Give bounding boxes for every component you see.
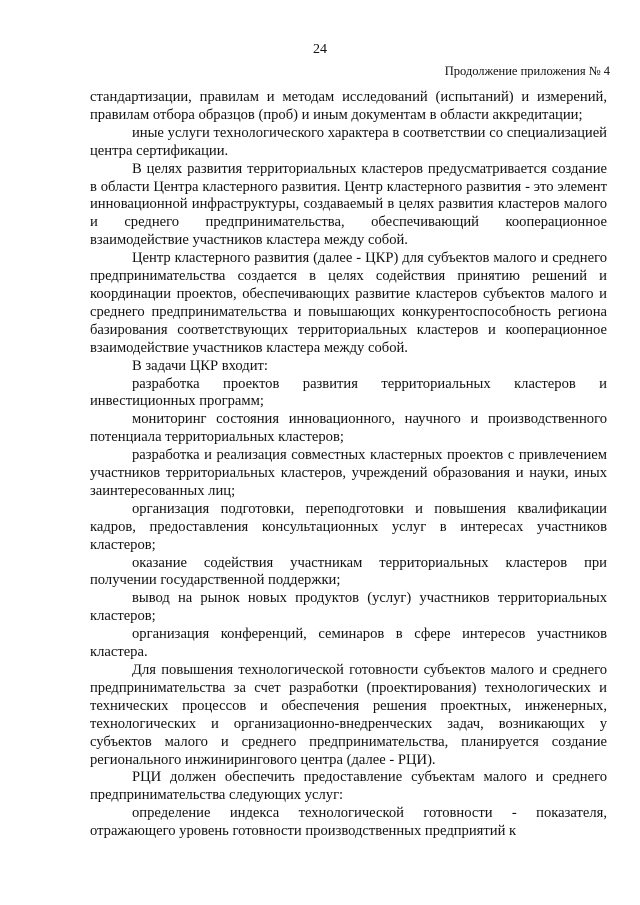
- list-item-task-5: оказание содействия участникам территориальных кластеров при получении государственной поддержки;: [90, 554, 607, 589]
- paragraph-rci-services-intro: РЦИ должен обеспечить предоставление субъектам малого и среднего предпринимательства следующих услуг:: [90, 769, 607, 804]
- list-item-task-2: мониторинг состояния инновационного, научного и производственного потенциала территориальных кластеров;: [90, 411, 607, 446]
- paragraph-ckr-definition: Центр кластерного развития (далее - ЦКР) для субъектов малого и среднего предпринимательства создается в целях содействия принятию решений и координации проектов, обеспечивающих развитие кластеров субъектов малого и среднего предпринимательства и повышающих конкурентоспособность региона базирования соответствующих территориальных кластеров и кооперационное взаимодействие участников кластера между собой.: [90, 250, 607, 356]
- list-item-task-7: организация конференций, семинаров в сфере интересов участников кластера.: [90, 626, 607, 661]
- appendix-continuation-note: Продолжение приложения № 4: [444, 64, 610, 78]
- paragraph-engineering-center: Для повышения технологической готовности субъектов малого и среднего предпринимательства за счет разработки (проектирования) технологических и технических процессов и обеспечения решения проектных, инженерных, технологических и организационно-внедренческих задач, возникающих у субъектов малого и среднего предпринимательства, планируется создание регионального инжинирингового центра (далее - РЦИ).: [90, 662, 607, 768]
- paragraph-ckr-tasks-intro: В задачи ЦКР входит:: [132, 357, 268, 374]
- list-item-task-1: разработка проектов развития территориальных кластеров и инвестиционных программ;: [90, 375, 607, 410]
- document-body: [90, 89, 607, 841]
- paragraph-cluster-center: В целях развития территориальных кластеров предусматривается создание в области Центра кластерного развития. Центр кластерного развития - это элемент инновационной инфраструктуры, создаваемый в целях развития кластеров малого и среднего предпринимательства, обеспечивающий кооперационное взаимодействие участников кластера между собой.: [90, 160, 607, 249]
- list-item-task-4: организация подготовки, переподготовки и повышения квалификации кадров, предоставления консультационных услуг в интересах участников кластеров;: [90, 500, 607, 553]
- list-item-service-1: определение индекса технологической готовности - показателя, отражающего уровень готовности производственных предприятий к: [90, 805, 607, 840]
- list-item-task-3: разработка и реализация совместных кластерных проектов с привлечением участников территориальных кластеров, учреждений образования и науки, иных заинтересованных лиц;: [90, 447, 607, 499]
- paragraph-other-services: иные услуги технологического характера в соответствии со специализацией центра сертификации.: [90, 124, 607, 159]
- list-item-task-6: вывод на рынок новых продуктов (услуг) участников территориальных кластеров;: [90, 590, 607, 625]
- page-number: 24: [313, 42, 327, 57]
- paragraph-accreditation: стандартизации, правилам и методам исследований (испытаний) и измерений, правилам отбора образцов (проб) и иным документам в области аккредитации;: [90, 89, 607, 123]
